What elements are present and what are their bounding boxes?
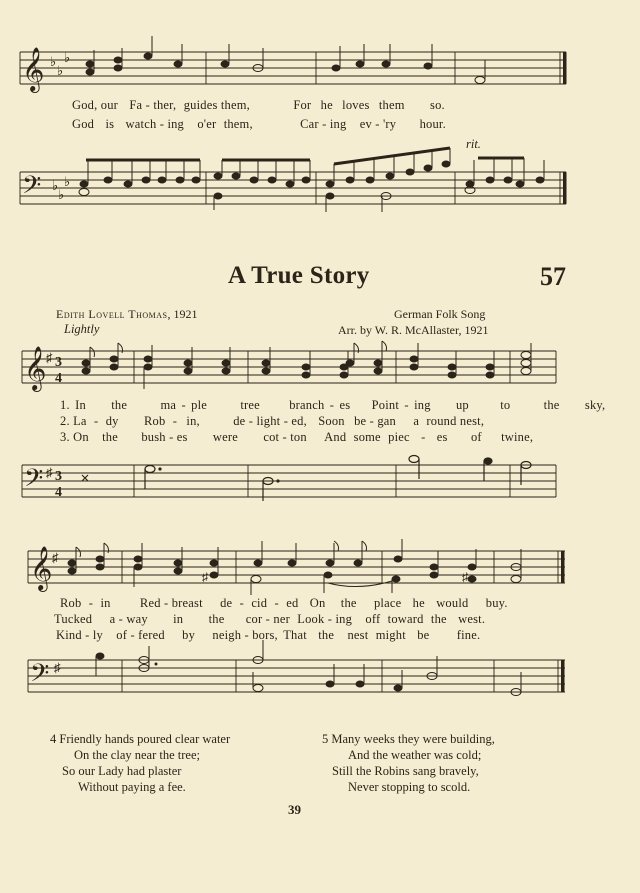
lyric-word: breast xyxy=(171,596,203,610)
top-bass-staff xyxy=(0,150,640,220)
lyric-word: 'ry xyxy=(382,117,397,131)
top-lyrics-line2 xyxy=(72,117,446,132)
svg-text:𝄞: 𝄞 xyxy=(30,546,53,590)
lyric-word: would xyxy=(436,596,469,610)
verse-line: On the clay near the tree; xyxy=(74,748,200,762)
lyric-word: - xyxy=(421,430,426,444)
lyric-word: he xyxy=(320,98,333,112)
lyric-word: That xyxy=(283,628,307,642)
verse-line: So our Lady had plaster xyxy=(62,764,182,778)
lyric-word: watch xyxy=(125,117,157,131)
svg-text:♭: ♭ xyxy=(50,54,57,69)
lyric-word: place xyxy=(373,596,402,610)
lyric-word: ing xyxy=(414,398,431,412)
lyric-word: the xyxy=(430,612,447,626)
lyric-word: a xyxy=(109,612,116,626)
lyric-word: o'er xyxy=(197,117,217,131)
rit-marking: rit. xyxy=(466,137,481,151)
lyric-word: by xyxy=(182,628,196,642)
verse-5 xyxy=(322,731,495,795)
lyric-word: - xyxy=(118,612,124,626)
lyric-word: west. xyxy=(458,612,486,626)
lyric-word: the xyxy=(111,398,128,412)
lyric-word: light xyxy=(256,414,281,428)
lyric-word: cot xyxy=(263,430,280,444)
lyric-word: God xyxy=(72,117,95,131)
svg-text:𝄢: 𝄢 xyxy=(22,171,42,206)
lyric-word: - xyxy=(327,612,333,626)
lyric-word: - xyxy=(283,414,289,428)
lyric-word: ther, xyxy=(153,98,177,112)
lyric-word: in, xyxy=(186,414,200,428)
lyric-word: way xyxy=(126,612,148,626)
lyric-word: nest, xyxy=(459,414,485,428)
lyric-word: - xyxy=(164,596,169,610)
svg-text:♭: ♭ xyxy=(64,50,71,65)
top-treble-staff xyxy=(0,40,640,100)
lyric-word: loves xyxy=(342,98,370,112)
bass-time-sig-bottom: 4 xyxy=(55,485,62,500)
lyric-word: ma xyxy=(160,398,177,412)
verse-line: Without paying a fee. xyxy=(78,780,186,794)
system3-verse1 xyxy=(60,596,508,611)
verse-line: 5 Many weeks they were building, xyxy=(322,732,495,746)
lyric-word: - xyxy=(265,612,271,626)
lyric-word: some xyxy=(353,430,381,444)
lyric-word: - xyxy=(88,596,94,610)
lyric-word: God, our xyxy=(72,98,119,112)
tempo-marking: Lightly xyxy=(64,322,100,336)
lyric-word: Soon xyxy=(318,414,345,428)
arranger-credit: Arr. by W. R. McAllaster, 1921 xyxy=(338,323,489,337)
lyric-word: piec xyxy=(388,430,410,444)
lyric-word: - xyxy=(181,398,186,412)
lyric-word: fered xyxy=(138,628,165,642)
lyric-word: Red xyxy=(139,596,161,610)
lyric-word: might xyxy=(375,628,406,642)
lyric-word: the xyxy=(208,612,225,626)
lyric-word: de xyxy=(233,414,246,428)
lyric-word: them, xyxy=(223,117,253,131)
lyric-word: On xyxy=(309,596,326,610)
lyric-word: 3. On xyxy=(60,430,89,444)
lyric-word: bors, xyxy=(252,628,278,642)
lyric-word: bush xyxy=(141,430,166,444)
svg-text:𝄢: 𝄢 xyxy=(24,464,44,499)
lyric-word: Rob xyxy=(60,596,82,610)
lyric-word: ly xyxy=(92,628,103,642)
lyric-word: of xyxy=(116,628,128,642)
lyric-word: And xyxy=(324,430,347,444)
lyric-word: in xyxy=(100,596,111,610)
lyric-word: he xyxy=(412,596,425,610)
svg-text:♯: ♯ xyxy=(46,465,53,480)
lyric-word: Look xyxy=(297,612,325,626)
lyric-word: branch xyxy=(289,398,325,412)
lyric-word: off xyxy=(365,612,381,626)
lyric-word: - xyxy=(130,628,135,642)
lyric-word: - xyxy=(145,98,150,112)
lyric-word: the xyxy=(340,596,357,610)
lyric-word: is xyxy=(105,117,115,131)
verse-line: Still the Robins sang bravely, xyxy=(332,764,479,778)
lyric-word: ing xyxy=(329,117,347,131)
lyric-word: 2. La xyxy=(60,414,87,428)
lyric-word: up xyxy=(455,398,469,412)
lyric-word: the xyxy=(102,430,118,444)
lyric-word: Point xyxy=(371,398,400,412)
lyric-word: For xyxy=(293,98,312,112)
lyric-word: a xyxy=(413,414,420,428)
lyric-word: gan xyxy=(377,414,396,428)
lyric-word: the xyxy=(543,398,560,412)
lyric-word: - xyxy=(244,628,249,642)
lyric-word: ple xyxy=(191,398,208,412)
lyric-word: sky, xyxy=(584,398,606,412)
system3-verse2 xyxy=(54,612,485,627)
svg-text:♯: ♯ xyxy=(202,570,208,584)
lyric-word: - xyxy=(274,596,279,610)
system2-verse3 xyxy=(60,430,533,445)
lyric-word: - xyxy=(375,117,380,131)
svg-text:♭: ♭ xyxy=(64,174,71,189)
lyric-word: in xyxy=(173,612,184,626)
verse-4 xyxy=(50,731,230,795)
lyric-word: ton xyxy=(290,430,307,444)
bass-time-sig-top: 3 xyxy=(55,469,62,484)
page-number: 39 xyxy=(288,802,301,817)
lyric-word: neigh xyxy=(212,628,242,642)
lyric-word: - xyxy=(169,430,174,444)
lyric-word: be xyxy=(417,628,430,642)
top-lyrics-line1 xyxy=(72,98,445,113)
lyric-word: them, xyxy=(220,98,250,112)
system3-bass-staff xyxy=(0,640,640,700)
lyric-word: ed, xyxy=(291,414,307,428)
lyric-word: es xyxy=(436,430,448,444)
lyric-word: - xyxy=(159,117,165,131)
lyric-word: tree xyxy=(240,398,260,412)
time-sig-top: 3 xyxy=(55,355,62,370)
svg-text:♯: ♯ xyxy=(54,660,61,675)
lyric-word: were xyxy=(212,430,239,444)
lyric-word: round xyxy=(426,414,457,428)
lyric-word: Fa xyxy=(129,98,143,112)
system2-verse2 xyxy=(60,414,484,429)
lyric-word: de xyxy=(220,596,233,610)
lyric-word: nest xyxy=(347,628,369,642)
lyric-word: ing xyxy=(167,117,185,131)
lyric-word: the xyxy=(318,628,335,642)
lyric-word: Car xyxy=(300,117,319,131)
lyric-word: - xyxy=(404,398,409,412)
lyric-word: - xyxy=(172,414,178,428)
lyric-word: es xyxy=(176,430,188,444)
words-credit xyxy=(56,307,198,322)
author-name: Edith Lovell Thomas xyxy=(56,307,168,321)
lyric-word: guides xyxy=(183,98,218,112)
svg-text:𝄞: 𝄞 xyxy=(22,47,45,91)
lyric-word: Rob xyxy=(143,414,166,428)
lyric-word: cor xyxy=(245,612,263,626)
system2-verse1 xyxy=(60,398,605,413)
svg-text:♭: ♭ xyxy=(58,187,65,202)
lyric-word: be xyxy=(354,414,367,428)
hymn-title: A True Story xyxy=(228,262,370,289)
verse-line: Never stopping to scold. xyxy=(348,780,471,794)
system3-treble-staff xyxy=(0,535,640,595)
lyric-word: toward xyxy=(387,612,424,626)
lyric-word: 1. In xyxy=(60,398,86,412)
lyric-word: Kind xyxy=(56,628,82,642)
lyric-word: so. xyxy=(430,98,445,112)
lyric-word: dy xyxy=(105,414,119,428)
time-sig-bottom: 4 xyxy=(55,371,62,386)
lyric-word: twine, xyxy=(501,430,534,444)
svg-text:♯: ♯ xyxy=(46,350,53,365)
lyric-word: them xyxy=(378,98,405,112)
lyric-word: - xyxy=(322,117,327,131)
lyric-word: Tucked xyxy=(54,612,93,626)
music-source: German Folk Song xyxy=(394,307,486,321)
lyric-word: - xyxy=(85,628,90,642)
svg-text:♯: ♯ xyxy=(462,570,468,584)
lyric-word: ing xyxy=(335,612,353,626)
lyric-word: - xyxy=(94,414,99,428)
svg-text:𝄢: 𝄢 xyxy=(30,659,50,694)
system2-bass-staff xyxy=(0,445,640,505)
lyric-word: - xyxy=(369,414,374,428)
lyric-word: ed xyxy=(286,596,299,610)
svg-text:♭: ♭ xyxy=(57,63,64,78)
system2-treble-staff xyxy=(0,335,640,395)
hymn-number: 57 xyxy=(540,262,566,291)
svg-text:𝄞: 𝄞 xyxy=(24,346,47,390)
author-year: , 1921 xyxy=(167,307,198,321)
lyric-word: ner xyxy=(273,612,290,626)
lyric-word: - xyxy=(239,596,244,610)
svg-text:♯: ♯ xyxy=(52,550,59,565)
lyric-word: - xyxy=(329,398,335,412)
lyric-word: to xyxy=(500,398,511,412)
lyric-word: es xyxy=(339,398,351,412)
lyric-word: ev xyxy=(359,117,372,131)
lyric-word: fine. xyxy=(456,628,481,642)
lyric-word: - xyxy=(248,414,254,428)
verse-line: And the weather was cold; xyxy=(348,748,482,762)
lyric-word: of xyxy=(470,430,482,444)
lyric-word: cid xyxy=(251,596,268,610)
verse-line: 4 Friendly hands poured clear water xyxy=(50,732,231,746)
svg-text:♭: ♭ xyxy=(52,178,59,193)
lyric-word: - xyxy=(282,430,287,444)
lyric-word: buy. xyxy=(485,596,508,610)
lyric-word: hour. xyxy=(419,117,446,131)
